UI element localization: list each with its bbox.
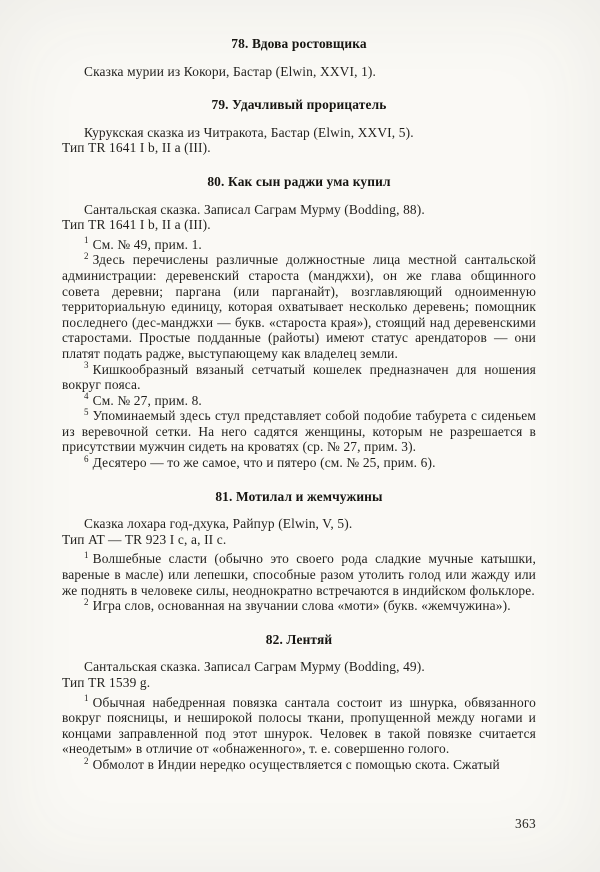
footnote — [62, 598, 536, 614]
section-notes — [62, 551, 536, 613]
section-intro — [62, 516, 536, 547]
page-number: 363 — [515, 816, 536, 831]
footnote — [62, 757, 536, 773]
section-intro — [62, 659, 536, 690]
footnote-text: См. № 27, прим. 8. — [92, 392, 202, 408]
source-line: Сантальская сказка. Записал Саграм Мурму (Bodding, 88). — [84, 201, 425, 217]
footnote-number: 6 — [84, 453, 89, 464]
section-heading: 78. Вдова ростовщика — [231, 36, 367, 51]
footnote-number: 1 — [84, 693, 89, 704]
section-intro — [62, 202, 536, 233]
footnote — [62, 695, 536, 757]
footnote-number: 5 — [84, 406, 89, 417]
footnote-number: 2 — [84, 596, 89, 607]
footnote — [62, 393, 536, 409]
section-heading: 81. Мотилал и жемчужины — [215, 488, 383, 504]
source-line: Сантальская сказка. Записал Саграм Мурму (Bodding, 49). — [84, 659, 425, 675]
source-line: Тип AT — TR 923 I c, a, II c. — [62, 531, 227, 547]
section-notes — [62, 695, 536, 773]
section-heading: 79. Удачливый прорицатель — [211, 97, 387, 113]
footnote-text: Обмолот в Индии нередко осуществляется с помощью скота. Сжатый — [92, 756, 500, 772]
section-heading: 82. Лентяй — [265, 631, 333, 647]
footnote — [62, 362, 536, 393]
footnote — [62, 237, 536, 253]
footnote-text: Упоминаемый здесь стул представляет собой подобие табурета с сиденьем из веревочной сетки. На него садятся женщины, которым не разрешается в присутствии мужчин сидеть на кроватях (ср. № 27, прим. 3). — [62, 408, 536, 455]
footnote — [62, 408, 536, 455]
footnote-text: См. № 49, прим. 1. — [92, 236, 202, 252]
footnote-text: Здесь перечислены различные должностные лица местной сантальской администрации: деревенский староста (манджхи), он же глава общинного совета деревни; паргана (или парганайт), возглавляющий одноименную территориальную единицу, которая охватывает несколько деревень; помощник последнего (дес-манджхи — букв. «староста края»), стоящий над деревенскими старостами. Простые подданные (райоты) имеют статус арендаторов — они платят подать радже, выступающему как владелец земли. — [62, 252, 536, 361]
story-section — [62, 632, 536, 773]
footnote-number: 1 — [84, 549, 89, 560]
story-section — [62, 174, 536, 471]
page-content — [62, 36, 536, 773]
footnote-number: 2 — [84, 250, 89, 261]
footnote-number: 3 — [84, 360, 89, 371]
footnote — [62, 455, 536, 471]
source-line: Курукская сказка из Читракота, Бастар (Elwin, XXVI, 5). — [84, 124, 414, 140]
footnote-text: Волшебные сласти (обычно это своего рода сладкие мучные катышки, вареные в масле) или лепешки, способные разом утолить голод или жажду или же поднять в человеке силы, неоднократно встречаются в индийском фольклоре. — [62, 551, 536, 598]
footnote — [62, 252, 536, 361]
footnote-text: Игра слов, основанная на звучании слова «моти» (букв. «жемчужина»). — [92, 598, 511, 614]
source-line: Сказка мурии из Кокори, Бастар (Elwin, XXVI, 1). — [84, 63, 377, 79]
footnote-text: Обычная набедренная повязка сантала состоит из шнурка, обвязанного вокруг поясницы, и неширокой полосы ткани, пропущенной между ногами и концами заправленной под этот шнурок. Человек в такой повязке считается «неодетым» в отличие от «обнаженного», т. е. совершенно голого. — [62, 694, 536, 757]
section-intro — [62, 125, 536, 156]
story-section — [62, 36, 536, 79]
story-section — [62, 97, 536, 156]
footnote-number: 2 — [84, 755, 89, 766]
footnote — [62, 551, 536, 598]
section-intro — [62, 64, 536, 80]
source-line: Тип TR 1641 I b, II a (III). — [62, 140, 211, 156]
story-section — [62, 489, 536, 614]
source-line: Тип TR 1539 g. — [62, 675, 151, 690]
footnote-text: Кишкообразный вязаный сетчатый кошелек предназначен для ношения вокруг пояса. — [62, 361, 536, 393]
source-line: Тип TR 1641 I b, II a (III). — [62, 217, 211, 233]
section-notes — [62, 237, 536, 471]
footnote-text: Десятеро — то же самое, что и пятеро (см. № 25, прим. 6). — [92, 455, 436, 471]
section-heading: 80. Как сын раджи ума купил — [207, 173, 391, 189]
footnote-number: 1 — [84, 235, 89, 246]
source-line: Сказка лохара год-дхука, Райпур (Elwin, V, 5). — [84, 516, 353, 532]
footnote-number: 4 — [84, 391, 89, 402]
